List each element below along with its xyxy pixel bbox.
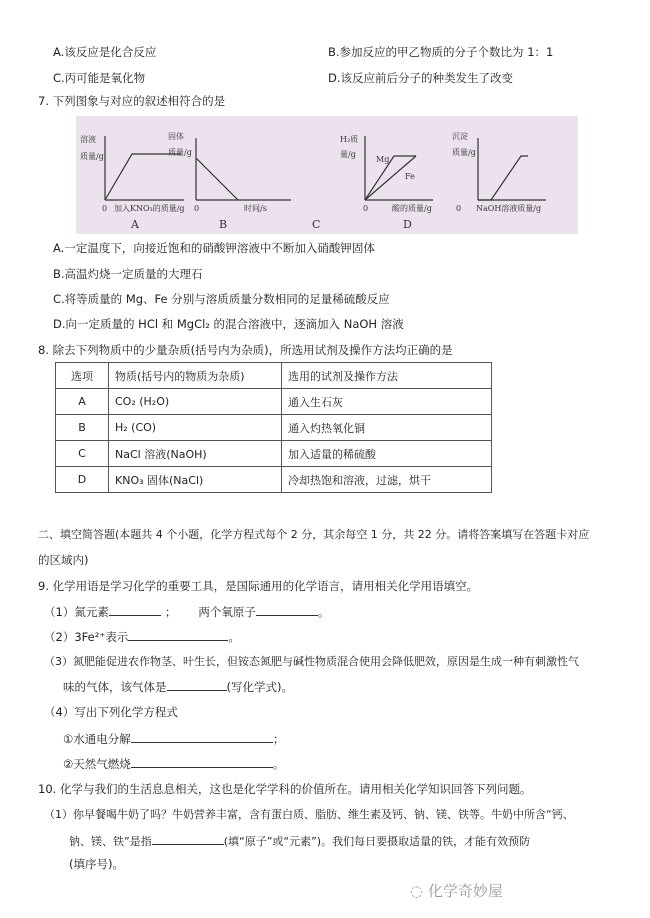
q9-part1 <box>44 604 329 619</box>
graph-b-xlabel: 时间/s <box>244 204 267 213</box>
graph-d-ylabel2: 质量/g <box>452 148 476 157</box>
q9-part4-2 <box>63 756 284 771</box>
q9-p3-label: 味的气体，该气体是 <box>63 680 167 694</box>
graph-b-ylabel: 固体 <box>168 132 184 141</box>
graph-c-ylabel: H₂质 <box>340 135 359 144</box>
q9-p1-label: （1）氮元素 <box>44 605 109 619</box>
q8-table <box>55 362 492 493</box>
q9-p1-end: 。 <box>317 605 330 619</box>
graph-c-ylabel2: 量/g <box>340 150 356 159</box>
q7-stem: 7. 下列图象与对应的叙述相符合的是 <box>38 94 226 108</box>
watermark-text: 化学奇妙屋 <box>427 882 503 900</box>
graph-c-xlabel: 酸的质量/g <box>392 204 432 213</box>
q9-p4-1-end: ； <box>272 732 285 746</box>
graph-c-mg-label: Mg <box>376 155 390 164</box>
table-header-row <box>56 363 492 389</box>
q7-option-c: C.将等质量的 Mg、Fe 分别与溶质质量分数相同的足量稀硫酸反应 <box>53 292 390 306</box>
graph-d-origin: 0 <box>456 204 462 213</box>
q8-stem: 8. 除去下列物质中的少量杂质(括号内为杂质)，所选用试剂及操作方法均正确的是 <box>38 343 453 357</box>
q9-p2-label: （2）3Fe²⁺表示 <box>44 630 129 644</box>
table-row <box>56 389 492 415</box>
table-row <box>56 441 492 467</box>
q9-part2 <box>44 629 240 644</box>
cell-method: 加入适量的稀硫酸 <box>282 441 492 467</box>
graph-d-xlabel: NaOH溶液质量/g <box>476 204 542 213</box>
graph-a-caption: A <box>131 218 139 231</box>
answer-blank-oxygen[interactable] <box>256 604 318 616</box>
q10-p1-mid: (填“原子”或“元素”)。我们每日要摄取适量的铁，才能有效预防 <box>223 835 531 848</box>
q9-p1-sep: ； <box>164 605 177 619</box>
answer-blank-gas-combustion[interactable] <box>131 756 273 768</box>
q9-p3-end: (写化学式)。 <box>226 680 293 694</box>
q9-p4-2-end: 。 <box>272 757 285 771</box>
q9-p1-label2: 两个氧原子 <box>198 605 256 619</box>
q9-part3: （3）氮肥能促进农作物茎、叶生长，但铵态氮肥与碱性物质混合使用会降低肥效，原因是生成一种有刺激性气 <box>44 655 579 668</box>
graph-b-caption: B <box>219 218 228 231</box>
cell-substance: CO₂ (H₂O) <box>109 389 282 415</box>
q9-p4-2-label: ②天然气燃烧 <box>63 757 131 771</box>
q9-part4-1 <box>63 731 284 746</box>
cell-substance: NaCl 溶液(NaOH) <box>109 441 282 467</box>
graph-b-axes <box>196 138 291 200</box>
header-option: 选项 <box>56 363 109 389</box>
header-substance: 物质(括号内的物质为杂质) <box>109 363 282 389</box>
cell-substance: H₂ (CO) <box>109 415 282 441</box>
q6-option-d: D.该反应前后分子的种类发生了改变 <box>328 71 514 85</box>
graph-a-origin: 0 <box>102 204 108 213</box>
answer-blank-nitrogen[interactable] <box>109 604 161 616</box>
cell-method: 通入灼热氧化铜 <box>282 415 492 441</box>
table-row <box>56 467 492 493</box>
answer-blank-element[interactable] <box>152 833 224 845</box>
answer-blank-water-electrolysis[interactable] <box>131 731 273 743</box>
graph-c-origin: 0 <box>363 204 369 213</box>
q9-stem: 9. 化学用语是学习化学的重要工具，是国际通用的化学语言，请用相关化学用语填空。 <box>38 579 479 593</box>
answer-blank-gas[interactable] <box>167 679 227 691</box>
section-2-heading-cont: 的区域内) <box>38 553 89 567</box>
graph-c-fe-label: Fe <box>405 172 415 181</box>
graph-b-origin: 0 <box>194 204 200 213</box>
graph-b-line <box>196 158 238 200</box>
graph-a-ylabel: 溶液 <box>80 135 96 144</box>
cell-option: D <box>56 467 109 493</box>
q7-option-a: A.一定温度下，向接近饱和的硝酸钾溶液中不断加入硝酸钾固体 <box>53 241 375 255</box>
cell-option: B <box>56 415 109 441</box>
graph-d-ylabel: 沉淀 <box>452 132 468 141</box>
q6-option-b: B.参加反应的甲乙物质的分子个数比为 1：1 <box>328 45 554 59</box>
q6-option-a: A.该反应是化合反应 <box>53 45 157 59</box>
graph-a-xlabel: 加入KNO₃的质量/g <box>114 204 185 213</box>
cell-option: C <box>56 441 109 467</box>
cell-method: 通入生石灰 <box>282 389 492 415</box>
graph-a-ylabel2: 质量/g <box>80 152 104 161</box>
section-2-heading: 二、填空简答题(本题共 4 个小题，化学方程式每个 2 分，其余每空 1 分，共 22 分。请将答案填写在答题卡对应 <box>38 528 590 541</box>
q10-part1: （1）你早餐喝牛奶了吗？牛奶营养丰富，含有蛋白质、脂肪、维生素及钙、钠、镁、铁等。牛奶中所含“钙、 <box>44 808 574 821</box>
watermark <box>410 880 503 901</box>
graph-b-ylabel2: 质量/g <box>168 148 192 157</box>
q7-option-d: D.向一定质量的 HCl 和 MgCl₂ 的混合溶液中，逐滴加入 NaOH 溶液 <box>53 317 404 331</box>
wechat-icon: ◌ <box>410 882 424 900</box>
cell-method: 冷却热饱和溶液，过滤，烘干 <box>282 467 492 493</box>
q6-option-c: C.丙可能是氧化物 <box>53 71 146 85</box>
graph-d-line <box>478 156 528 200</box>
table-row <box>56 415 492 441</box>
header-method: 选用的试剂及操作方法 <box>282 363 492 389</box>
graph-c-caption: C <box>312 218 321 231</box>
q7-figure <box>76 116 578 234</box>
graph-a-axes <box>105 136 184 200</box>
q10-part1-end: (填序号)。 <box>69 857 124 871</box>
q9-part4: （4）写出下列化学方程式 <box>44 705 178 719</box>
q9-p4-1-label: ①水通电分解 <box>63 732 131 746</box>
q9-p2-end: 。 <box>228 630 240 644</box>
graph-a-line <box>105 154 181 200</box>
q7-option-b: B.高温灼烧一定质量的大理石 <box>53 267 203 281</box>
cell-option: A <box>56 389 109 415</box>
graph-d-caption: D <box>403 218 412 231</box>
q10-stem: 10. 化学与我们的生活息息相关，这也是化学学科的价值所在。请用相关化学知识回答下列问题。 <box>38 782 532 796</box>
cell-substance: KNO₃ 固体(NaCl) <box>109 467 282 493</box>
graph-c-axes <box>365 136 433 200</box>
q9-part3-cont <box>63 679 293 694</box>
q10-p1-label: 钠、镁、铁”是指 <box>69 835 152 848</box>
q10-part1-cont <box>69 833 530 849</box>
answer-blank-fe[interactable] <box>128 629 228 641</box>
